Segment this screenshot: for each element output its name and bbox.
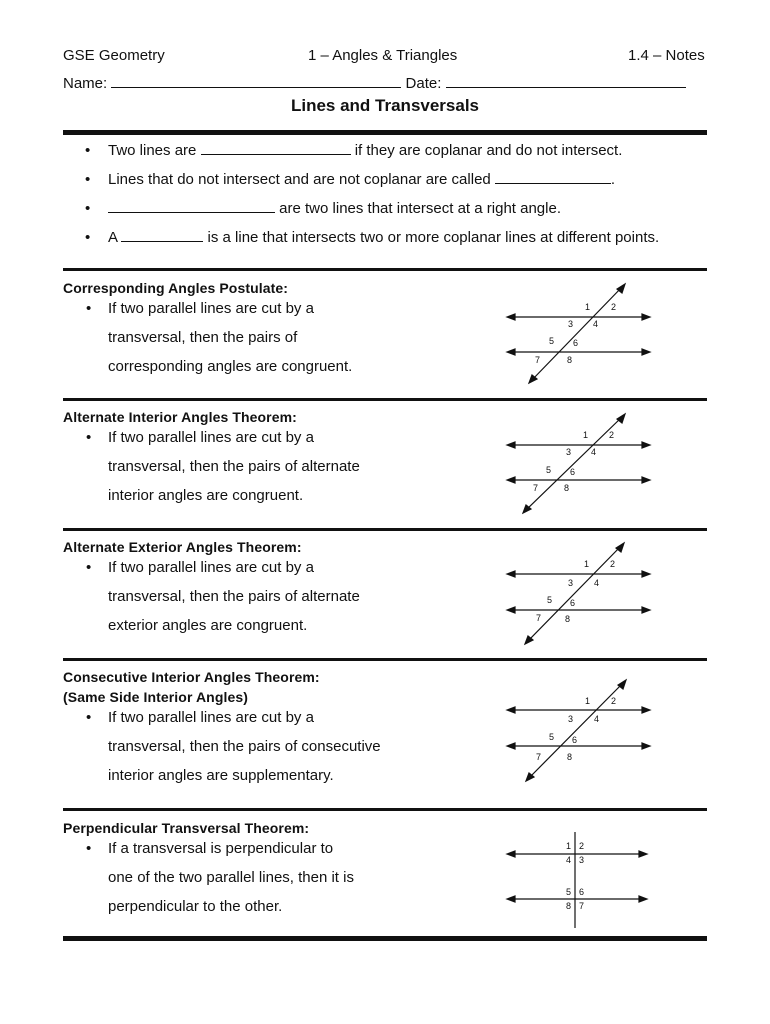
- name-date-row: [63, 75, 703, 92]
- angle-label: 4: [594, 578, 600, 588]
- angle-label: 4: [591, 447, 597, 457]
- section-subtitle: (Same Side Interior Angles): [63, 689, 249, 705]
- divider: [63, 936, 707, 941]
- angle-label: 3: [568, 319, 574, 329]
- bullet-icon: •: [86, 709, 92, 726]
- bullet-icon: •: [85, 200, 91, 217]
- diagram-lines: [507, 832, 647, 928]
- transversal-blank[interactable]: [121, 229, 203, 242]
- angle-label: 6: [570, 467, 576, 477]
- perpendicular-lines-diagram: [505, 830, 655, 930]
- consecutive-interior-section: Consecutive Interior Angles Theorem: (Same Side Interior Angles) • If two parallel lines are cut by a transversal, then the pairs of consecutive interior angles are supplementary.: [63, 669, 713, 709]
- angle-label: 3: [566, 447, 572, 457]
- parallel-lines-diagram: [505, 410, 655, 520]
- diagram-lines: [507, 284, 650, 383]
- angle-labels: [535, 302, 616, 365]
- parallel-blank[interactable]: [201, 142, 351, 155]
- perpendicular-transversal-section: Perpendicular Transversal Theorem: • If a transversal is perpendicular to one of the two parallel lines, then it is perpendicular to the other.: [63, 820, 713, 840]
- section-title: Perpendicular Transversal Theorem:: [63, 820, 310, 836]
- angle-label: 6: [579, 887, 585, 897]
- angle-label: 4: [593, 319, 599, 329]
- parallel-lines-diagram: [505, 676, 655, 786]
- section-title: Alternate Exterior Angles Theorem:: [63, 539, 302, 555]
- divider: [63, 658, 707, 661]
- notes-section: 1.4 – Notes: [628, 47, 705, 64]
- angle-label: 4: [566, 855, 572, 865]
- angle-label: 2: [611, 302, 617, 312]
- angle-label: 1: [585, 696, 591, 706]
- angle-label: 8: [565, 614, 571, 624]
- alternate-exterior-section: Alternate Exterior Angles Theorem: • If two parallel lines are cut by a transversal, then the pairs of alternate exterior angles are congruent.: [63, 539, 713, 559]
- angle-label: 8: [566, 901, 572, 911]
- angle-label: 7: [536, 752, 542, 762]
- list-item: • Two lines are if they are coplanar and do not intersect.: [85, 142, 623, 159]
- angle-label: 7: [533, 483, 539, 493]
- angle-label: 8: [564, 483, 570, 493]
- diagram-lines: [507, 414, 650, 513]
- bullet-icon: •: [86, 300, 92, 317]
- angle-labels: [536, 696, 616, 762]
- list-item: • A is a line that intersects two or more coplanar lines at different points.: [85, 229, 660, 246]
- diagram-lines: [507, 680, 650, 781]
- angle-label: 5: [566, 887, 572, 897]
- course-name: GSE Geometry: [63, 47, 165, 64]
- perpendicular-blank[interactable]: [108, 200, 275, 213]
- date-blank[interactable]: [446, 75, 686, 88]
- skew-blank[interactable]: [495, 171, 611, 184]
- angle-label: 5: [547, 595, 553, 605]
- angle-label: 2: [579, 841, 585, 851]
- divider: [63, 398, 707, 401]
- angle-label: 1: [566, 841, 572, 851]
- angle-label: 2: [609, 430, 615, 440]
- list-item: • Lines that do not intersect and are not coplanar are called .: [85, 171, 616, 188]
- corresponding-angles-section: Corresponding Angles Postulate: • If two parallel lines are cut by a transversal, then the pairs of corresponding angles are congruent.: [63, 280, 713, 300]
- angle-label: 6: [570, 598, 576, 608]
- diagram-lines: [507, 543, 650, 644]
- angle-labels: [533, 430, 614, 493]
- bullet-icon: •: [85, 142, 91, 159]
- divider: [63, 268, 707, 271]
- bullet-icon: •: [86, 559, 92, 576]
- divider: [63, 528, 707, 531]
- bullet-icon: •: [86, 429, 92, 446]
- alternate-interior-section: Alternate Interior Angles Theorem: • If two parallel lines are cut by a transversal, then the pairs of alternate interior angles are congruent.: [63, 409, 713, 429]
- divider: [63, 808, 707, 811]
- angle-label: 8: [567, 752, 573, 762]
- bullet-icon: •: [85, 229, 91, 246]
- parallel-lines-diagram: [505, 280, 655, 390]
- angle-label: 2: [610, 559, 616, 569]
- angle-label: 4: [594, 714, 600, 724]
- section-title: Alternate Interior Angles Theorem:: [63, 409, 297, 425]
- name-blank[interactable]: [111, 75, 401, 88]
- date-label: Date:: [405, 75, 442, 92]
- angle-label: 3: [568, 578, 574, 588]
- section-title: Corresponding Angles Postulate:: [63, 280, 289, 296]
- list-item: • are two lines that intersect at a right angle.: [85, 200, 561, 217]
- parallel-lines-diagram: [505, 540, 655, 650]
- angle-labels: [536, 559, 615, 624]
- angle-label: 1: [583, 430, 589, 440]
- angle-label: 7: [536, 613, 542, 623]
- angle-label: 3: [579, 855, 585, 865]
- angle-label: 8: [567, 355, 573, 365]
- angle-label: 1: [584, 559, 590, 569]
- angle-label: 1: [585, 302, 591, 312]
- angle-label: 6: [572, 735, 578, 745]
- angle-label: 6: [573, 338, 579, 348]
- angle-label: 5: [549, 732, 555, 742]
- unit-name: 1 – Angles & Triangles: [308, 47, 458, 64]
- angle-label: 5: [549, 336, 555, 346]
- page-title: Lines and Transversals: [290, 96, 480, 115]
- angle-label: 5: [546, 465, 552, 475]
- angle-label: 3: [568, 714, 574, 724]
- angle-label: 7: [579, 901, 585, 911]
- section-title: Consecutive Interior Angles Theorem:: [63, 669, 320, 685]
- angle-label: 2: [611, 696, 617, 706]
- bullet-icon: •: [86, 840, 92, 857]
- angle-label: 7: [535, 355, 541, 365]
- divider: [63, 130, 707, 135]
- name-label: Name:: [63, 75, 108, 92]
- bullet-icon: •: [85, 171, 91, 188]
